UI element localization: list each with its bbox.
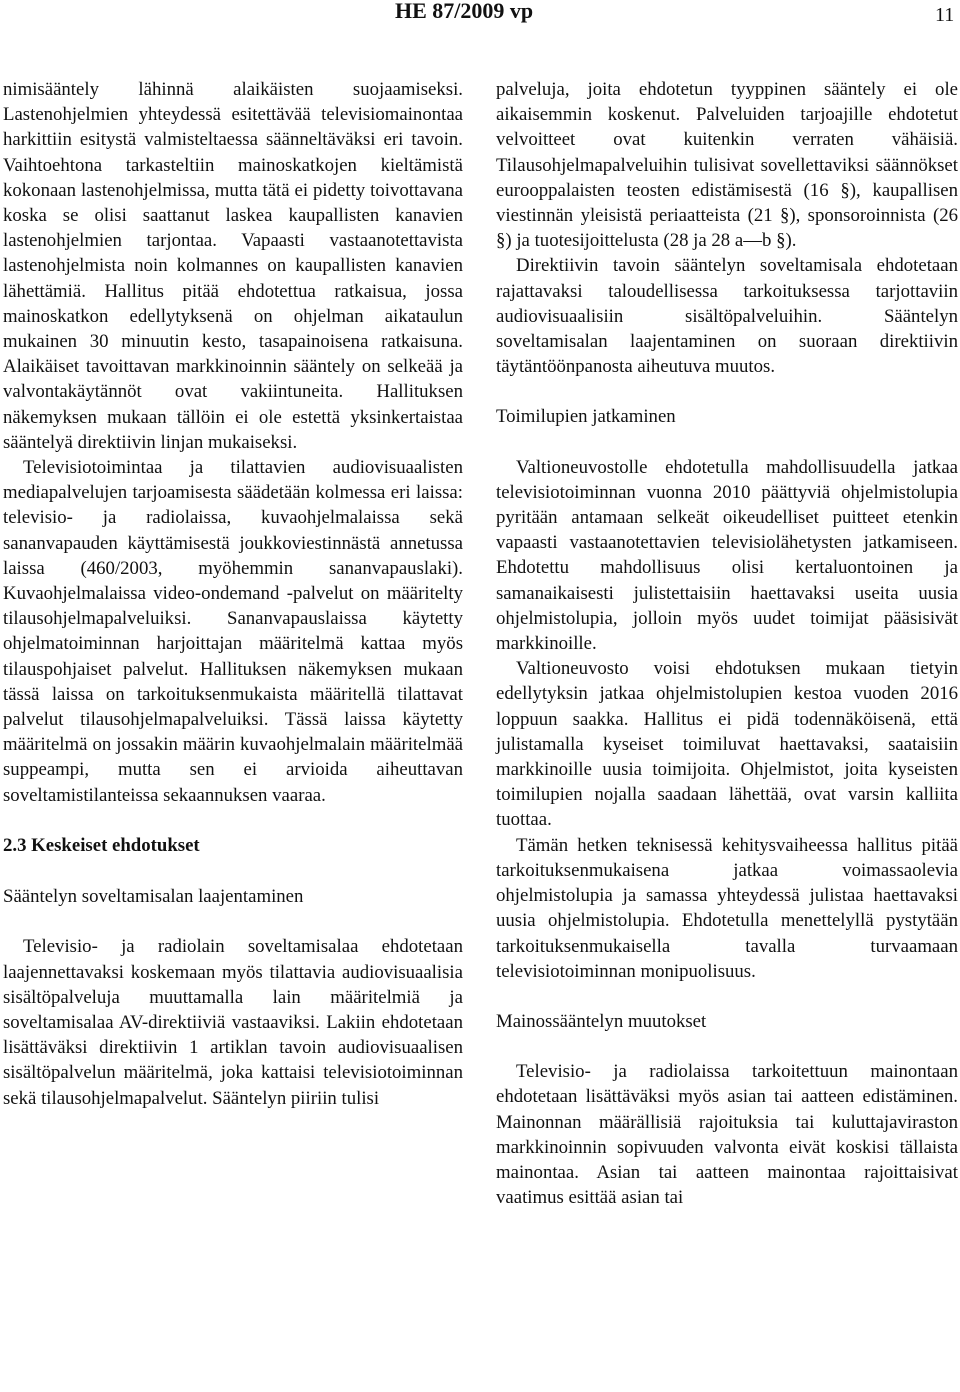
sub-heading: Sääntelyn soveltamisalan laajentaminen (3, 886, 304, 908)
paragraph: Direktiivin tavoin sääntelyn soveltamisala ehdotetaan rajattavaksi taloudellisessa tarkoituksessa tarjottaviin audiovisuaalisiin sisältöpalveluihin. Sääntelyn soveltamisalan laajentaminen on suoraan direktiivin täytäntöönpanosta aiheutuva muutos. (496, 255, 958, 378)
paragraph: nimisääntely lähinnä alaikäisten suojaamiseksi. Lastenohjelmien yhteydessä esitettävää televisiomainontaa harkittiin esitystä valmisteltaessa säänneltäväksi eri tavoin. Vaihtoehtona tarkasteltiin mainoskatkojen kieltämistä kokonaan lastenohjelmissa, mutta tätä ei pidetty toivottavana koska se olisi saattanut laskea kaupallisten kanavien lastenohjelmien tarjontaa. Vapaasti vastaanotettavista lastenohjelmista noin kolmannes on kaupallisten kanavien lähettämiä. Hallitus pitää ehdotettua ratkaisua, jossa mainoskatkon edellytyksenä on ohjelman aikataulun mukainen 30 minuutin kesto, tasapainoisena ratkaisuna. Alaikäiset tavoittavan markkinoinnin sääntely on selkeää ja valvontakäytännöt ovat vakiintuneita. Hallituksen näkemyksen mukaan tällöin ei ole estettä yksinkertaistaa sääntelyä direktiivin linjan mukaiseksi. (3, 79, 463, 453)
left-column (3, 77, 463, 1111)
sub-heading: Mainossääntelyn muutokset (496, 1010, 707, 1032)
page-number: 11 (935, 4, 955, 26)
document-id: HE 87/2009 vp (395, 0, 534, 23)
paragraph: Valtioneuvosto voisi ehdotuksen mukaan tietyin edellytyksin jatkaa ohjelmistolupien kestoa vuoden 2016 loppuun saakka. Hallitus ei pidä todennäköisenä, että julistamalla kyseiset toimiluvat haettavaksi, saataisiin markkinoille uusia toimijoita. Ohjelmistot, joita kyseisten toimilupien nojalla saadaan lähettää, ovat varsin kalliita tuottaa. (496, 658, 958, 831)
paragraph: Valtioneuvostolle ehdotetulla mahdollisuudella jatkaa televisiotoiminnan vuonna 2010 päättyviä ohjelmistolupia pyritään antamaan selkeät oikeudelliset puitteet etenkin vapaasti vastaanotettavien televisiolähetysten jatkamiseen. Ehdotettu mahdollisuus olisi kertaluontoinen ja samanaikaisesti julistettaisiin haettavaksi useita uusia ohjelmistolupia, jolloin myös uudet toimijat pääsisivät markkinoille. (496, 456, 958, 655)
paragraph: Televisio- ja radiolaissa tarkoitettuun mainontaan ehdotetaan lisättäväksi myös asian tai aatteen edistäminen. Mainonnan määrällisiä rajoituksia tai kuluttajaviraston markkinoinnin sopivuuden valvonta eivät koskisi tällaista mainontaa. Asian tai aatteen mainontaa rajoittaisivat vaatimus esittää asian tai (496, 1061, 958, 1209)
sub-heading: Toimilupien jatkaminen (496, 406, 676, 428)
section-heading: 2.3 Keskeiset ehdotukset (3, 834, 200, 856)
right-column (496, 77, 958, 1210)
paragraph: Televisiotoimintaa ja tilattavien audiovisuaalisten mediapalvelujen tarjoamisesta säädetään kolmessa eri laissa: televisio- ja radiolaissa, kuvaohjelmalaissa sekä sananvapauden käyttämisestä joukkoviestinnästä annetussa laissa (460/2003, myöhemmin sananvapauslaki). Kuvaohjelmalaissa video-ondemand -palvelut on määritelty tilausohjelmapalveluiksi. Sananvapauslaissa käytetty ohjelmatoiminnan harjoittajan määritelmä kattaa myös tilauspohjaiset palvelut. Hallituksen näkemyksen mukaan tässä laissa on tarkoituksenmukaista määritellä tilattavat palvelut tilausohjelmapalveluiksi. Tässä laissa käytetty määritelmä on jossakin määrin kuvaohjelmalain määritelmää suppeampi, mutta sen ei arvioida aiheuttavan soveltamistilanteissa sekaannuksen vaaraa. (3, 457, 463, 806)
page-header (0, 0, 960, 30)
paragraph: Televisio- ja radiolain soveltamisalaa ehdotetaan laajennettavaksi koskemaan myös tilattavia audiovisuaalisia sisältöpalveluja muuttamalla lain määritelmiä ja soveltamisalaa AV-direktiiviä vastaaviksi. Lakiin ehdotetaan lisättäväksi direktiivin 1 artiklan tavoin audiovisuaalisen sisältöpalvelun määritelmä, joka kattaisi televisiotoiminnan sekä tilausohjelmapalvelut. Sääntelyn piiriin tulisi (3, 936, 463, 1109)
paragraph: palveluja, joita ehdotetun tyyppinen sääntely ei ole aikaisemmin koskenut. Palveluiden tarjoajille ehdotetut velvoitteet ovat kuitenkin verraten vähäisiä. Tilausohjelmapalveluihin tulisivat sovellettaviksi säännökset eurooppalaisten teosten edistämisestä (16 §), kaupallisen viestinnän yleisistä periaatteista (21 §), sponsoroinnista (26 §) ja tuotesijoittelusta (28 ja 28 a—b §). (496, 79, 958, 252)
paragraph: Tämän hetken teknisessä kehitysvaiheessa hallitus pitää tarkoituksenmukaisena jatkaa voimassaolevia ohjelmistolupia ja samassa yhteydessä julistaa haettavaksi uusia ohjelmistolupia. Ehdotetulla menettelyllä pystytään tarkoituksenmukaisella tavalla turvaamaan televisiotoiminnan monipuolisuus. (496, 834, 958, 982)
